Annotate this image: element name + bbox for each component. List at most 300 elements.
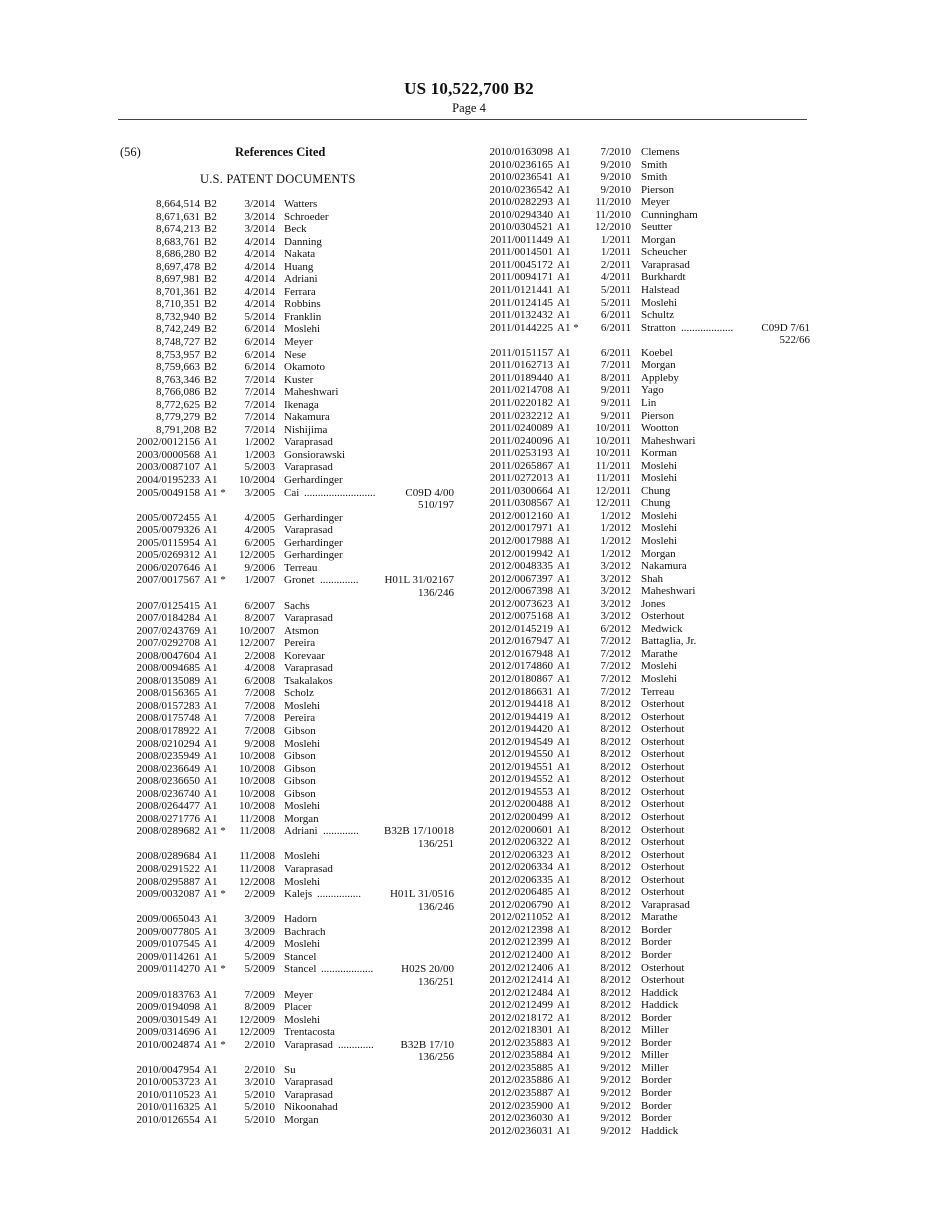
reference-date: 12/2010	[594, 221, 631, 234]
reference-date: 3/2014	[244, 198, 275, 210]
reference-inventor: Burkhardt	[641, 271, 686, 284]
reference-number: 2006/0207646	[136, 561, 200, 574]
reference-kind: B2	[204, 373, 217, 386]
reference-kind: A1 *	[204, 825, 226, 838]
reference-date: 8/2012	[600, 760, 631, 773]
reference-date: 12/2009	[238, 1026, 275, 1039]
reference-row	[480, 798, 810, 811]
reference-inventor: Gronet	[284, 574, 315, 587]
reference-kind: A1	[557, 923, 571, 936]
reference-inventor: Osterhout	[641, 698, 685, 711]
reference-number: 2012/0194419	[489, 710, 553, 723]
reference-row	[480, 736, 810, 749]
reference-inventor: Gibson	[284, 787, 316, 800]
reference-date: 6/2008	[244, 674, 275, 687]
reference-inventor: Nikoonahad	[284, 1101, 338, 1114]
reference-number: 2009/0301549	[136, 1013, 200, 1026]
reference-row	[122, 1064, 454, 1077]
reference-inventor: Placer	[284, 1001, 312, 1014]
reference-row	[480, 447, 810, 460]
reference-number: 2005/0269312	[136, 549, 200, 562]
reference-inventor: Wootton	[641, 422, 679, 435]
reference-row	[480, 271, 810, 284]
reference-kind: A1	[204, 649, 218, 662]
reference-row	[480, 698, 810, 711]
reference-date: 3/2009	[244, 925, 275, 938]
reference-date: 4/2014	[244, 273, 275, 286]
reference-number: 2008/0094685	[136, 662, 200, 675]
reference-number: 2005/0049158	[136, 486, 200, 499]
reference-kind: A1	[204, 662, 218, 675]
reference-number: 2012/0236031	[489, 1124, 553, 1137]
reference-kind: A1	[557, 384, 571, 397]
reference-inventor: Osterhout	[641, 773, 685, 786]
reference-inventor: Maheshwari	[284, 386, 339, 399]
reference-row	[480, 886, 810, 899]
reference-inventor: Moslehi	[641, 459, 678, 472]
reference-row	[122, 876, 454, 889]
reference-date: 3/2005	[244, 486, 275, 499]
reference-inventor: Adriani	[284, 273, 318, 286]
reference-row	[480, 623, 810, 636]
reference-row	[480, 686, 810, 699]
reference-row	[480, 297, 810, 310]
reference-row	[122, 1114, 454, 1127]
reference-row	[480, 384, 810, 397]
reference-number: 2003/0087107	[136, 461, 200, 474]
reference-inventor: Osterhout	[641, 710, 685, 723]
reference-date: 8/2012	[600, 974, 631, 987]
reference-kind: A1	[557, 698, 571, 711]
reference-row	[122, 512, 454, 525]
reference-number: 2012/0218301	[489, 1024, 553, 1037]
reference-date: 4/2014	[244, 260, 275, 273]
reference-row	[122, 474, 454, 487]
reference-row	[480, 974, 810, 987]
reference-number: 8,732,940	[156, 310, 200, 323]
reference-date: 9/2010	[600, 158, 631, 171]
reference-inventor: Border	[641, 936, 672, 949]
reference-number: 2012/0186631	[489, 685, 553, 698]
reference-kind: A1	[557, 911, 571, 924]
reference-number: 2011/0189440	[489, 371, 553, 384]
reference-number: 2011/0144225	[489, 321, 553, 334]
reference-class: B32B 17/10	[400, 1038, 454, 1051]
reference-inventor: Osterhout	[641, 610, 685, 623]
reference-kind: A1	[557, 760, 571, 773]
reference-number: 2012/0212399	[489, 936, 553, 949]
reference-kind: B2	[204, 423, 217, 436]
reference-kind: A1 *	[204, 1038, 226, 1051]
reference-date: 9/2011	[600, 384, 631, 397]
reference-number: 2012/0194549	[489, 735, 553, 748]
reference-kind: A1	[557, 811, 571, 823]
reference-number: 2012/0218172	[489, 1011, 553, 1024]
reference-row	[122, 1001, 454, 1014]
reference-date: 12/2009	[238, 1013, 275, 1026]
reference-number: 2009/0077805	[136, 925, 200, 938]
reference-inventor: Varaprasad	[284, 1038, 333, 1051]
reference-kind: A1	[557, 961, 571, 974]
reference-row	[122, 813, 454, 826]
reference-date: 11/2008	[239, 863, 275, 876]
reference-subclass: 136/246	[417, 900, 454, 913]
reference-row	[480, 924, 810, 937]
reference-number: 2012/0211052	[489, 911, 553, 924]
reference-number: 2012/0212499	[489, 999, 553, 1012]
reference-row	[480, 962, 810, 975]
reference-date: 8/2012	[600, 748, 631, 761]
reference-inventor: Danning	[284, 235, 322, 248]
reference-leader-dots: .............	[323, 825, 359, 838]
reference-inventor: Chung	[641, 497, 671, 510]
reference-inventor: Moslehi	[641, 672, 678, 685]
reference-inventor: Varaprasad	[284, 662, 333, 675]
reference-row	[122, 349, 454, 362]
reference-row	[122, 298, 454, 311]
header-rule	[118, 119, 807, 120]
reference-date: 3/2014	[244, 223, 275, 236]
reference-row	[122, 562, 454, 575]
reference-kind: A1	[557, 208, 571, 221]
reference-kind: A1	[557, 622, 571, 635]
reference-date: 5/2003	[244, 461, 275, 474]
reference-number: 2008/0264477	[136, 800, 200, 813]
reference-date: 9/2012	[600, 1074, 631, 1087]
reference-row	[122, 863, 454, 876]
reference-date: 7/2008	[244, 725, 275, 737]
reference-kind: A1	[557, 785, 571, 798]
reference-row	[122, 1039, 454, 1064]
reference-row	[480, 284, 810, 297]
reference-inventor: Varaprasad	[284, 612, 333, 625]
reference-row	[480, 610, 810, 623]
reference-kind: A1	[557, 560, 571, 573]
reference-kind: A1	[557, 522, 571, 535]
reference-number: 2012/0235883	[489, 1036, 553, 1049]
reference-date: 6/2011	[600, 346, 631, 359]
reference-date: 3/2012	[600, 610, 631, 623]
reference-kind: A1	[557, 572, 571, 585]
reference-row	[480, 184, 810, 197]
reference-row	[480, 522, 810, 535]
reference-date: 6/2007	[244, 599, 275, 612]
reference-kind: A1	[204, 1001, 218, 1014]
reference-kind: A1	[557, 823, 571, 836]
reference-date: 8/2012	[600, 986, 631, 999]
reference-kind: A1 *	[204, 888, 226, 901]
reference-number: 2008/0236740	[136, 787, 200, 800]
reference-inventor: Varaprasad	[284, 524, 333, 537]
reference-date: 7/2014	[244, 398, 275, 411]
references-left-column	[122, 198, 454, 1127]
reference-kind: A1	[557, 1024, 571, 1037]
reference-date: 9/2012	[600, 1036, 631, 1049]
reference-kind: B2	[204, 336, 217, 349]
reference-kind: A1 *	[204, 486, 226, 499]
reference-kind: A1	[557, 1099, 571, 1112]
section-subheading: U.S. PATENT DOCUMENTS	[200, 172, 356, 186]
reference-row	[122, 800, 454, 813]
reference-kind: A1	[557, 422, 571, 435]
reference-kind: A1	[557, 986, 571, 999]
reference-kind: A1	[204, 950, 218, 963]
reference-date: 2/2011	[600, 258, 631, 271]
reference-row	[122, 273, 454, 286]
reference-date: 1/2012	[600, 509, 631, 522]
reference-row	[122, 989, 454, 1002]
reference-row	[122, 336, 454, 349]
reference-row	[122, 361, 454, 374]
reference-date: 7/2012	[600, 660, 631, 673]
reference-kind: A1	[557, 1049, 571, 1062]
reference-inventor: Hadorn	[284, 913, 317, 926]
reference-inventor: Okamoto	[284, 361, 325, 374]
reference-number: 2012/0194550	[489, 748, 553, 761]
reference-number: 2012/0194420	[489, 723, 553, 736]
reference-date: 2/2009	[244, 888, 275, 901]
reference-subclass: 136/251	[417, 837, 454, 850]
reference-inventor: Osterhout	[641, 848, 685, 861]
reference-kind: A1	[204, 850, 218, 863]
reference-inventor: Moslehi	[284, 875, 321, 888]
reference-row	[480, 861, 810, 874]
reference-kind: A1	[204, 988, 218, 1001]
reference-date: 9/2010	[600, 183, 631, 196]
reference-row	[480, 773, 810, 786]
reference-row	[480, 435, 810, 448]
reference-number: 2011/0253193	[489, 447, 553, 460]
reference-number: 2012/0212400	[489, 949, 553, 962]
reference-row	[122, 738, 454, 751]
reference-inventor: Osterhout	[641, 798, 685, 811]
reference-number: 2002/0012156	[136, 436, 200, 449]
reference-row	[480, 535, 810, 548]
reference-row	[480, 246, 810, 259]
reference-leader-dots: .............	[338, 1038, 374, 1051]
reference-number: 2011/0300664	[489, 484, 553, 497]
reference-kind: A1	[204, 938, 218, 951]
reference-date: 6/2011	[600, 309, 631, 322]
reference-date: 10/2007	[238, 624, 275, 637]
reference-number: 2011/0014501	[489, 246, 553, 259]
reference-inventor: Gibson	[284, 762, 316, 775]
reference-number: 2012/0200601	[489, 823, 553, 836]
reference-inventor: Sachs	[284, 599, 310, 612]
reference-inventor: Jones	[641, 597, 666, 610]
reference-number: 2010/0294340	[489, 208, 553, 221]
reference-kind: A1	[204, 1076, 218, 1089]
reference-kind: B2	[204, 198, 217, 210]
reference-row	[480, 1074, 810, 1087]
reference-number: 2004/0195233	[136, 474, 200, 487]
reference-number: 2011/0124145	[489, 296, 553, 309]
reference-inventor: Border	[641, 1099, 672, 1112]
reference-number: 8,791,208	[156, 423, 200, 436]
reference-date: 7/2012	[600, 672, 631, 685]
reference-row	[480, 911, 810, 924]
reference-number: 8,701,361	[156, 285, 200, 298]
reference-kind: A1	[557, 497, 571, 510]
reference-row	[122, 424, 454, 437]
reference-date: 9/2012	[600, 1124, 631, 1137]
reference-date: 9/2012	[600, 1112, 631, 1125]
reference-row	[122, 236, 454, 249]
reference-date: 1/2012	[600, 522, 631, 535]
reference-inventor: Osterhout	[641, 760, 685, 773]
reference-number: 2009/0314696	[136, 1026, 200, 1039]
reference-class: H02S 20/00	[401, 963, 454, 976]
reference-row	[480, 999, 810, 1012]
reference-inventor: Gonsiorawski	[284, 448, 346, 461]
reference-kind: A1	[557, 196, 571, 209]
reference-number: 8,697,478	[156, 260, 200, 273]
reference-kind: A1	[204, 750, 218, 763]
reference-inventor: Halstead	[641, 284, 680, 297]
reference-date: 8/2012	[600, 949, 631, 962]
reference-inventor: Osterhout	[641, 811, 685, 823]
reference-date: 1/2002	[244, 436, 275, 449]
reference-inventor: Adriani	[284, 825, 318, 838]
reference-row	[480, 824, 810, 837]
reference-kind: B2	[204, 398, 217, 411]
reference-number: 2012/0048335	[489, 560, 553, 573]
reference-inventor: Smith	[641, 158, 668, 171]
reference-number: 2012/0212406	[489, 961, 553, 974]
reference-number: 2007/0243769	[136, 624, 200, 637]
reference-inventor: Haddick	[641, 1124, 679, 1137]
reference-date: 2/2010	[244, 1038, 275, 1051]
reference-number: 2010/0163098	[489, 146, 553, 158]
reference-row	[122, 951, 454, 964]
reference-kind: A1 *	[204, 574, 226, 587]
reference-date: 8/2012	[600, 911, 631, 924]
reference-inventor: Trentacosta	[284, 1026, 335, 1039]
reference-inventor: Scholz	[284, 687, 314, 700]
reference-number: 2011/0308567	[489, 497, 553, 510]
reference-number: 2012/0200488	[489, 798, 553, 811]
reference-inventor: Terreau	[641, 685, 675, 698]
reference-kind: A1	[557, 597, 571, 610]
reference-inventor: Morgan	[641, 547, 676, 560]
reference-date: 6/2011	[600, 321, 631, 334]
reference-number: 8,683,761	[156, 235, 200, 248]
reference-date: 5/2010	[244, 1114, 275, 1127]
reference-inventor: Osterhout	[641, 748, 685, 761]
reference-row	[122, 763, 454, 776]
reference-row	[122, 775, 454, 788]
reference-date: 6/2012	[600, 622, 631, 635]
reference-kind: A1	[557, 735, 571, 748]
reference-kind: A1	[204, 925, 218, 938]
reference-kind: A1	[557, 672, 571, 685]
reference-kind: A1	[204, 1088, 218, 1101]
reference-inventor: Ferrara	[284, 285, 316, 298]
reference-inventor: Osterhout	[641, 823, 685, 836]
reference-date: 3/2009	[244, 913, 275, 926]
reference-kind: A1	[204, 762, 218, 775]
reference-number: 2010/0236165	[489, 158, 553, 171]
reference-number: 2010/0047954	[136, 1063, 200, 1076]
reference-date: 8/2012	[600, 836, 631, 849]
reference-number: 2012/0067398	[489, 585, 553, 598]
reference-kind: A1	[557, 484, 571, 497]
reference-date: 8/2011	[600, 371, 631, 384]
reference-inventor: Gerhardinger	[284, 474, 343, 487]
reference-row	[480, 1049, 810, 1062]
reference-date: 8/2012	[600, 1011, 631, 1024]
reference-date: 8/2012	[600, 923, 631, 936]
reference-inventor: Nishijima	[284, 423, 328, 436]
reference-inventor: Miller	[641, 1024, 669, 1037]
reference-number: 2010/0110523	[136, 1088, 200, 1101]
reference-row	[480, 309, 810, 322]
reference-row	[122, 675, 454, 688]
reference-kind: B2	[204, 248, 217, 261]
reference-date: 12/2005	[238, 549, 275, 562]
reference-kind: B2	[204, 361, 217, 374]
reference-inventor: Su	[284, 1063, 296, 1076]
reference-row	[122, 938, 454, 951]
reference-row	[122, 662, 454, 675]
reference-kind: A1	[204, 461, 218, 474]
reference-date: 6/2014	[244, 323, 275, 336]
reference-date: 7/2009	[244, 988, 275, 1001]
reference-row	[480, 899, 810, 912]
reference-kind: A1	[557, 723, 571, 736]
reference-date: 8/2012	[600, 1024, 631, 1037]
reference-date: 7/2010	[600, 146, 631, 158]
reference-row	[480, 1012, 810, 1025]
reference-inventor: Morgan	[641, 233, 676, 246]
reference-kind: A1	[557, 158, 571, 171]
reference-number: 2008/0236650	[136, 775, 200, 788]
reference-kind: A1	[557, 861, 571, 874]
reference-kind: A1	[557, 459, 571, 472]
reference-kind: A1	[204, 448, 218, 461]
reference-date: 10/2011	[595, 434, 631, 447]
reference-inventor: Osterhout	[641, 723, 685, 736]
reference-date: 7/2008	[244, 712, 275, 725]
reference-date: 12/2007	[238, 637, 275, 650]
reference-date: 5/2011	[600, 284, 631, 297]
reference-date: 8/2012	[600, 710, 631, 723]
reference-inventor: Cunningham	[641, 208, 698, 221]
reference-kind: A1	[557, 886, 571, 899]
reference-number: 2012/0019942	[489, 547, 553, 560]
reference-row	[480, 1100, 810, 1113]
reference-number: 2012/0206322	[489, 836, 553, 849]
reference-number: 2008/0175748	[136, 712, 200, 725]
reference-number: 2008/0289682	[136, 825, 200, 838]
reference-inventor: Marathe	[641, 911, 678, 924]
reference-date: 1/2011	[600, 233, 631, 246]
reference-inventor: Franklin	[284, 310, 322, 323]
reference-number: 2012/0167947	[489, 635, 553, 648]
reference-kind: A1	[204, 1026, 218, 1039]
reference-kind: A1	[557, 999, 571, 1012]
reference-inventor: Schultz	[641, 309, 674, 322]
reference-number: 2012/0212484	[489, 986, 553, 999]
reference-inventor: Border	[641, 1112, 672, 1125]
reference-kind: A1	[557, 547, 571, 560]
reference-row	[480, 1062, 810, 1075]
reference-date: 5/2011	[600, 296, 631, 309]
reference-number: 2011/0240096	[489, 434, 553, 447]
reference-row	[122, 323, 454, 336]
reference-kind: A1	[204, 674, 218, 687]
reference-number: 2012/0067397	[489, 572, 553, 585]
